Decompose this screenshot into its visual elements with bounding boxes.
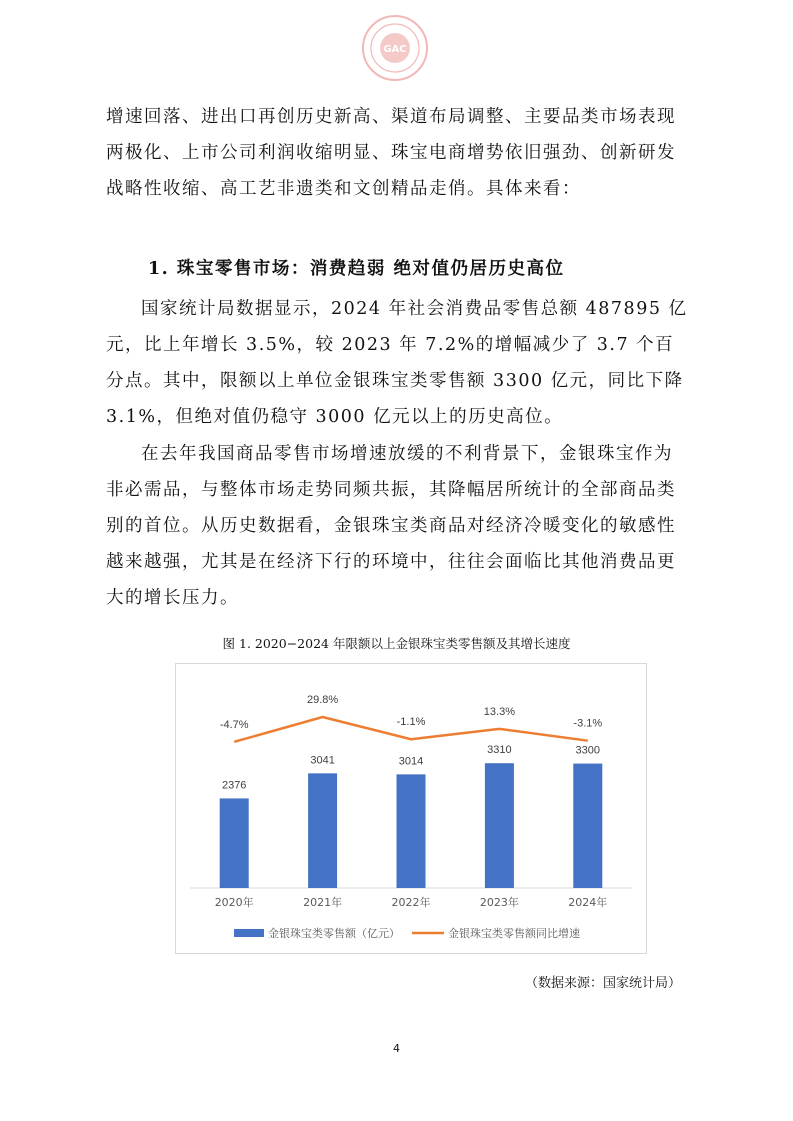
legend-line-label: 金银珠宝类零售额同比增速 <box>448 927 580 940</box>
bar-value-label: 3014 <box>398 755 424 768</box>
line-value-label: 29.8% <box>306 694 339 706</box>
bar-2023年 <box>485 763 514 888</box>
bar-2020年 <box>220 798 249 888</box>
bar-value-label: 3041 <box>310 754 335 767</box>
line-value-label: -4.7% <box>219 718 249 731</box>
line-value-label: 13.3% <box>483 705 516 718</box>
line-value-label: -3.1% <box>573 717 603 730</box>
x-tick-label: 2022年 <box>391 896 431 909</box>
x-tick-label: 2020年 <box>214 896 254 909</box>
bar-2022年 <box>397 774 426 888</box>
x-tick-label: 2023年 <box>479 896 519 909</box>
retail-chart-svg <box>176 664 646 953</box>
legend-bar-swatch <box>234 929 264 937</box>
page-number: 4 <box>393 1042 400 1055</box>
bar-value-label: 2376 <box>221 779 247 792</box>
bar-value-label: 3300 <box>575 744 601 757</box>
statistics-paragraph: 国家统计局数据显示，2024 年社会消费品零售总额 487895 亿元，比上年增长 3.5%，较 2023 年 7.2%的增幅减少了 3.7 个百分点。其中，限额以上单位金银珠宝类零售额 3300 亿元，同比下降 3.1%，但绝对值仍稳守 3000 亿元以上的历史高位。 <box>106 299 688 427</box>
line-value-label: -1.1% <box>396 716 426 729</box>
legend-bar-label: 金银珠宝类零售额（亿元） <box>268 927 400 940</box>
bar-2024年 <box>573 764 602 888</box>
retail-chart <box>175 663 647 954</box>
x-tick-label: 2024年 <box>568 896 608 909</box>
bar-value-label: 3310 <box>487 744 512 757</box>
association-seal-logo <box>361 14 429 82</box>
analysis-paragraph: 在去年我国商品零售市场增速放缓的不利背景下，金银珠宝作为非必需品，与整体市场走势同频共振，其降幅居所统计的全部商品类别的首位。从历史数据看，金银珠宝类商品对经济冷暖变化的敏感性越来越强，尤其是在经济下行的环境中，往往会面临比其他消费品更大的增长压力。 <box>106 444 676 608</box>
x-tick-label: 2021年 <box>303 896 343 909</box>
data-source-note: （数据来源：国家统计局） <box>524 976 681 991</box>
bar-2021年 <box>308 773 337 888</box>
intro-paragraph: 增速回落、进出口再创历史新高、渠道布局调整、主要品类市场表现两极化、上市公司利润收缩明显、珠宝电商增势依旧强劲、创新研发战略性收缩、高工艺非遗类和文创精品走俏。具体来看： <box>106 107 676 199</box>
svg-text:GAC: GAC <box>383 44 407 55</box>
figure-caption: 图 1. 2020−2024 年限额以上金银珠宝类零售额及其增长速度 <box>222 636 571 651</box>
section-heading: 1. 珠宝零售市场：消费趋弱 绝对值仍居历史高位 <box>148 259 565 279</box>
